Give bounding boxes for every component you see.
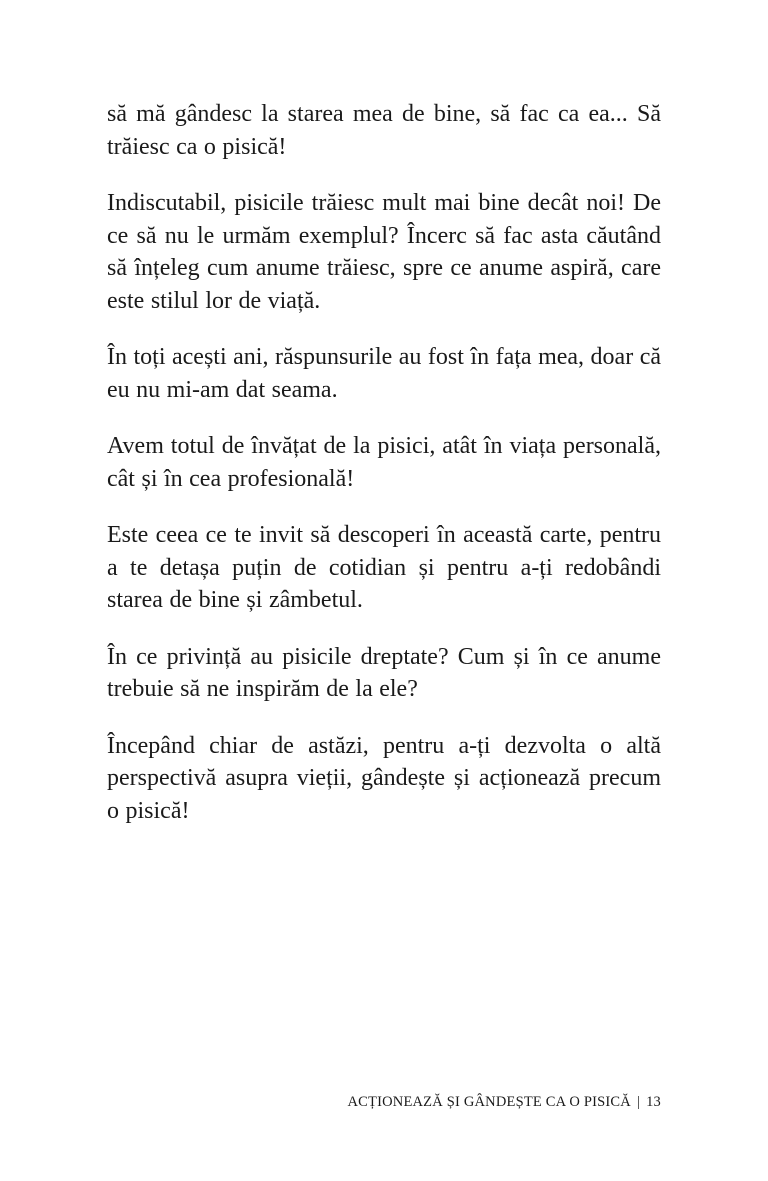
page-number: 13 [646, 1094, 661, 1110]
paragraph-4: Avem totul de învățat de la pisici, atât în viața personală, cât și în cea profesională! [107, 433, 661, 492]
footer-separator: | [636, 1094, 641, 1110]
paragraph-3: În toți acești ani, răspunsurile au fost în fața mea, doar că eu nu mi-am dat seama. [107, 344, 661, 403]
paragraph-2: Indiscutabil, pisicile trăiesc mult mai bine decât noi! De ce să nu le urmăm exemplul? Încerc să fac asta căutând să înțeleg cum anume trăiesc, spre ce anume aspiră, care este stilul lor de viață. [107, 190, 661, 314]
page-footer [347, 1094, 661, 1111]
running-title: ACȚIONEAZĂ ȘI GÂNDEȘTE CA O PISICĂ [347, 1094, 631, 1110]
body-text [107, 98, 661, 851]
paragraph-1: să mă gândesc la starea mea de bine, să fac ca ea... Să trăiesc ca o pisică! [107, 101, 661, 160]
paragraph-7: Începând chiar de astăzi, pentru a-ți dezvolta o altă perspectivă asupra vieții, gândește și acționează precum o pisică! [107, 732, 661, 824]
paragraph-5: Este ceea ce te invit să descoperi în această carte, pentru a te detașa puțin de cotidian și pentru a-ți redobândi starea de bine și zâmbetul. [107, 522, 661, 613]
paragraph-6: În ce privință au pisicile dreptate? Cum și în ce anume trebuie să ne inspirăm de la ele? [107, 643, 661, 702]
